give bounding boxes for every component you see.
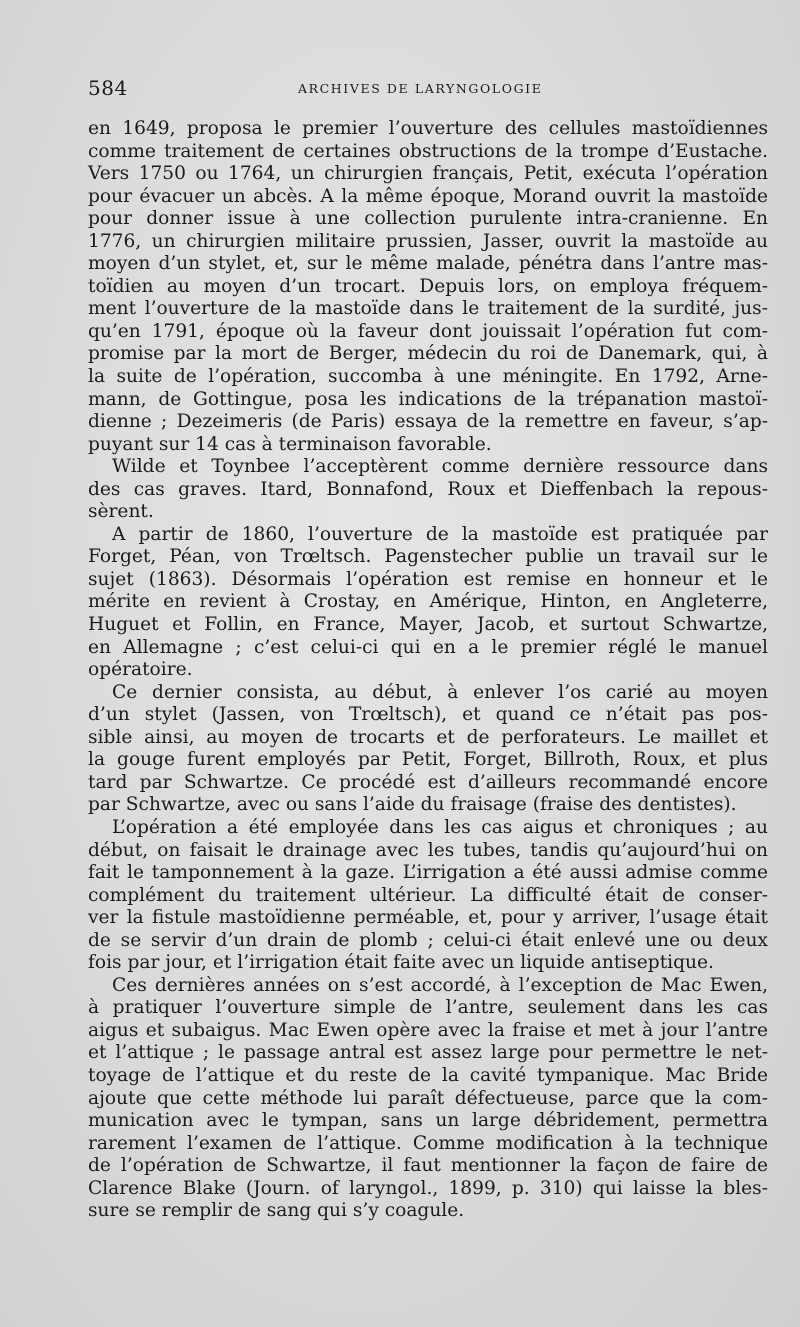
text-line: de l’opération de Schwartze, il faut mentionner la façon de faire de bbox=[88, 1155, 768, 1177]
text-line: toyage de l’attique et du reste de la cavité tympanique. Mac Bride bbox=[88, 1064, 768, 1086]
text-line: Clarence Blake (Journ. of laryngol., 1899, p. 310) qui laisse la bles- bbox=[88, 1177, 768, 1199]
text-line: mann, de Gottingue, posa les indications de la trépanation mastoï- bbox=[88, 388, 768, 410]
text-line: mérite en revient à Crostay, en Amérique, Hinton, en Angleterre, bbox=[88, 591, 768, 613]
text-line: sure se remplir de sang qui s’y coagule. bbox=[88, 1200, 465, 1222]
text-line: la suite de l’opération, succomba à une méningite. En 1792, Arne- bbox=[88, 366, 768, 388]
text-line: Ces dernières années on s’est accordé, à l’exception de Mac Ewen, bbox=[112, 974, 768, 996]
text-line: ver la fistule mastoïdienne perméable, et, pour y arriver, l’usage était bbox=[88, 907, 768, 929]
text-line: qu’en 1791, époque où la faveur dont jouissait l’opération fut com- bbox=[88, 320, 768, 342]
text-line: Ce dernier consista, au début, à enlever l’os carié au moyen bbox=[112, 681, 768, 703]
text-line: aigus et subaigus. Mac Ewen opère avec la fraise et met à jour l’antre bbox=[88, 1019, 768, 1041]
text-line: puyant sur 14 cas à terminaison favorable. bbox=[88, 433, 492, 455]
text-line: sujet (1863). Désormais l’opération est remise en honneur et le bbox=[88, 568, 768, 590]
text-line: 1776, un chirurgien militaire prussien, Jasser, ouvrit la mastoïde au bbox=[88, 230, 768, 252]
text-line: L’opération a été employée dans les cas aigus et chroniques ; au bbox=[112, 816, 768, 838]
text-line: Forget, Péan, von Trœltsch. Pagenstecher publie un travail sur le bbox=[88, 546, 768, 568]
text-line: Wilde et Toynbee l’acceptèrent comme dernière ressource dans bbox=[112, 456, 768, 478]
text-line: munication avec le tympan, sans un large débridement, permettra bbox=[88, 1110, 768, 1132]
text-line: fois par jour, et l’irrigation était faite avec un liquide antiseptique. bbox=[88, 952, 714, 974]
text-line: des cas graves. Itard, Bonnafond, Roux et Dieffenbach la repous- bbox=[88, 478, 768, 500]
text-line: Vers 1750 ou 1764, un chirurgien français, Petit, exécuta l’opération bbox=[88, 163, 768, 185]
text-line: Huguet et Follin, en France, Mayer, Jacob, et surtout Schwartze, bbox=[88, 614, 768, 636]
text-line: de se servir d’un drain de plomb ; celui-ci était enlevé une ou deux bbox=[88, 929, 768, 951]
text-line: toïdien au moyen d’un trocart. Depuis lors, on employa fréquem- bbox=[88, 275, 768, 297]
text-line: ment l’ouverture de la mastoïde dans le traitement de la surdité, jus- bbox=[88, 298, 768, 320]
text-line: début, on faisait le drainage avec les tubes, tandis qu’aujourd’hui on bbox=[88, 839, 768, 861]
text-line: en Allemagne ; c’est celui-ci qui en a le premier réglé le manuel bbox=[88, 636, 768, 658]
text-line: rarement l’examen de l’attique. Comme modification à la technique bbox=[88, 1132, 768, 1154]
text-line: la gouge furent employés par Petit, Forget, Billroth, Roux, et plus bbox=[88, 749, 768, 771]
text-line: opératoire. bbox=[88, 659, 193, 681]
text-line: d’un stylet (Jassen, von Trœltsch), et quand ce n’était pas pos- bbox=[88, 704, 768, 726]
page-number: 584 bbox=[88, 76, 128, 100]
text-line: fait le tamponnement à la gaze. L’irrigation a été aussi admise comme bbox=[88, 862, 768, 884]
text-line: complément du traitement ultérieur. La difficulté était de conser- bbox=[88, 884, 768, 906]
text-line: A partir de 1860, l’ouverture de la mastoïde est pratiquée par bbox=[112, 523, 768, 545]
text-line: pour donner issue à une collection purulente intra-cranienne. En bbox=[88, 208, 768, 230]
text-line: à pratiquer l’ouverture simple de l’antre, seulement dans les cas bbox=[88, 997, 768, 1019]
text-line: moyen d’un stylet, et, sur le même malade, pénétra dans l’antre mas- bbox=[88, 253, 768, 275]
text-line: comme traitement de certaines obstructions de la trompe d’Eustache. bbox=[88, 140, 768, 162]
text-line: sible ainsi, au moyen de trocarts et de perforateurs. Le maillet et bbox=[88, 726, 768, 748]
text-line: pour évacuer un abcès. A la même époque, Morand ouvrit la mastoïde bbox=[88, 185, 768, 207]
text-line: dienne ; Dezeimeris (de Paris) essaya de la remettre en faveur, s’ap- bbox=[88, 411, 768, 433]
text-line: par Schwartze, avec ou sans l’aide du fraisage (fraise des dentistes). bbox=[88, 794, 737, 816]
text-line: et l’attique ; le passage antral est assez large pour permettre le net- bbox=[88, 1042, 768, 1064]
running-head: ARCHIVES DE LARYNGOLOGIE bbox=[298, 81, 543, 96]
text-line: promise par la mort de Berger, médecin du roi de Danemark, qui, à bbox=[88, 343, 768, 365]
body-text bbox=[88, 118, 768, 1223]
text-line: en 1649, proposa le premier l’ouverture des cellules mastoïdiennes bbox=[88, 118, 768, 139]
text-line: tard par Schwartze. Ce procédé est d’ailleurs recommandé encore bbox=[88, 771, 768, 793]
text-line: sèrent. bbox=[88, 501, 154, 523]
page-header bbox=[88, 76, 768, 100]
text-line: ajoute que cette méthode lui paraît défectueuse, parce que la com- bbox=[88, 1087, 768, 1109]
